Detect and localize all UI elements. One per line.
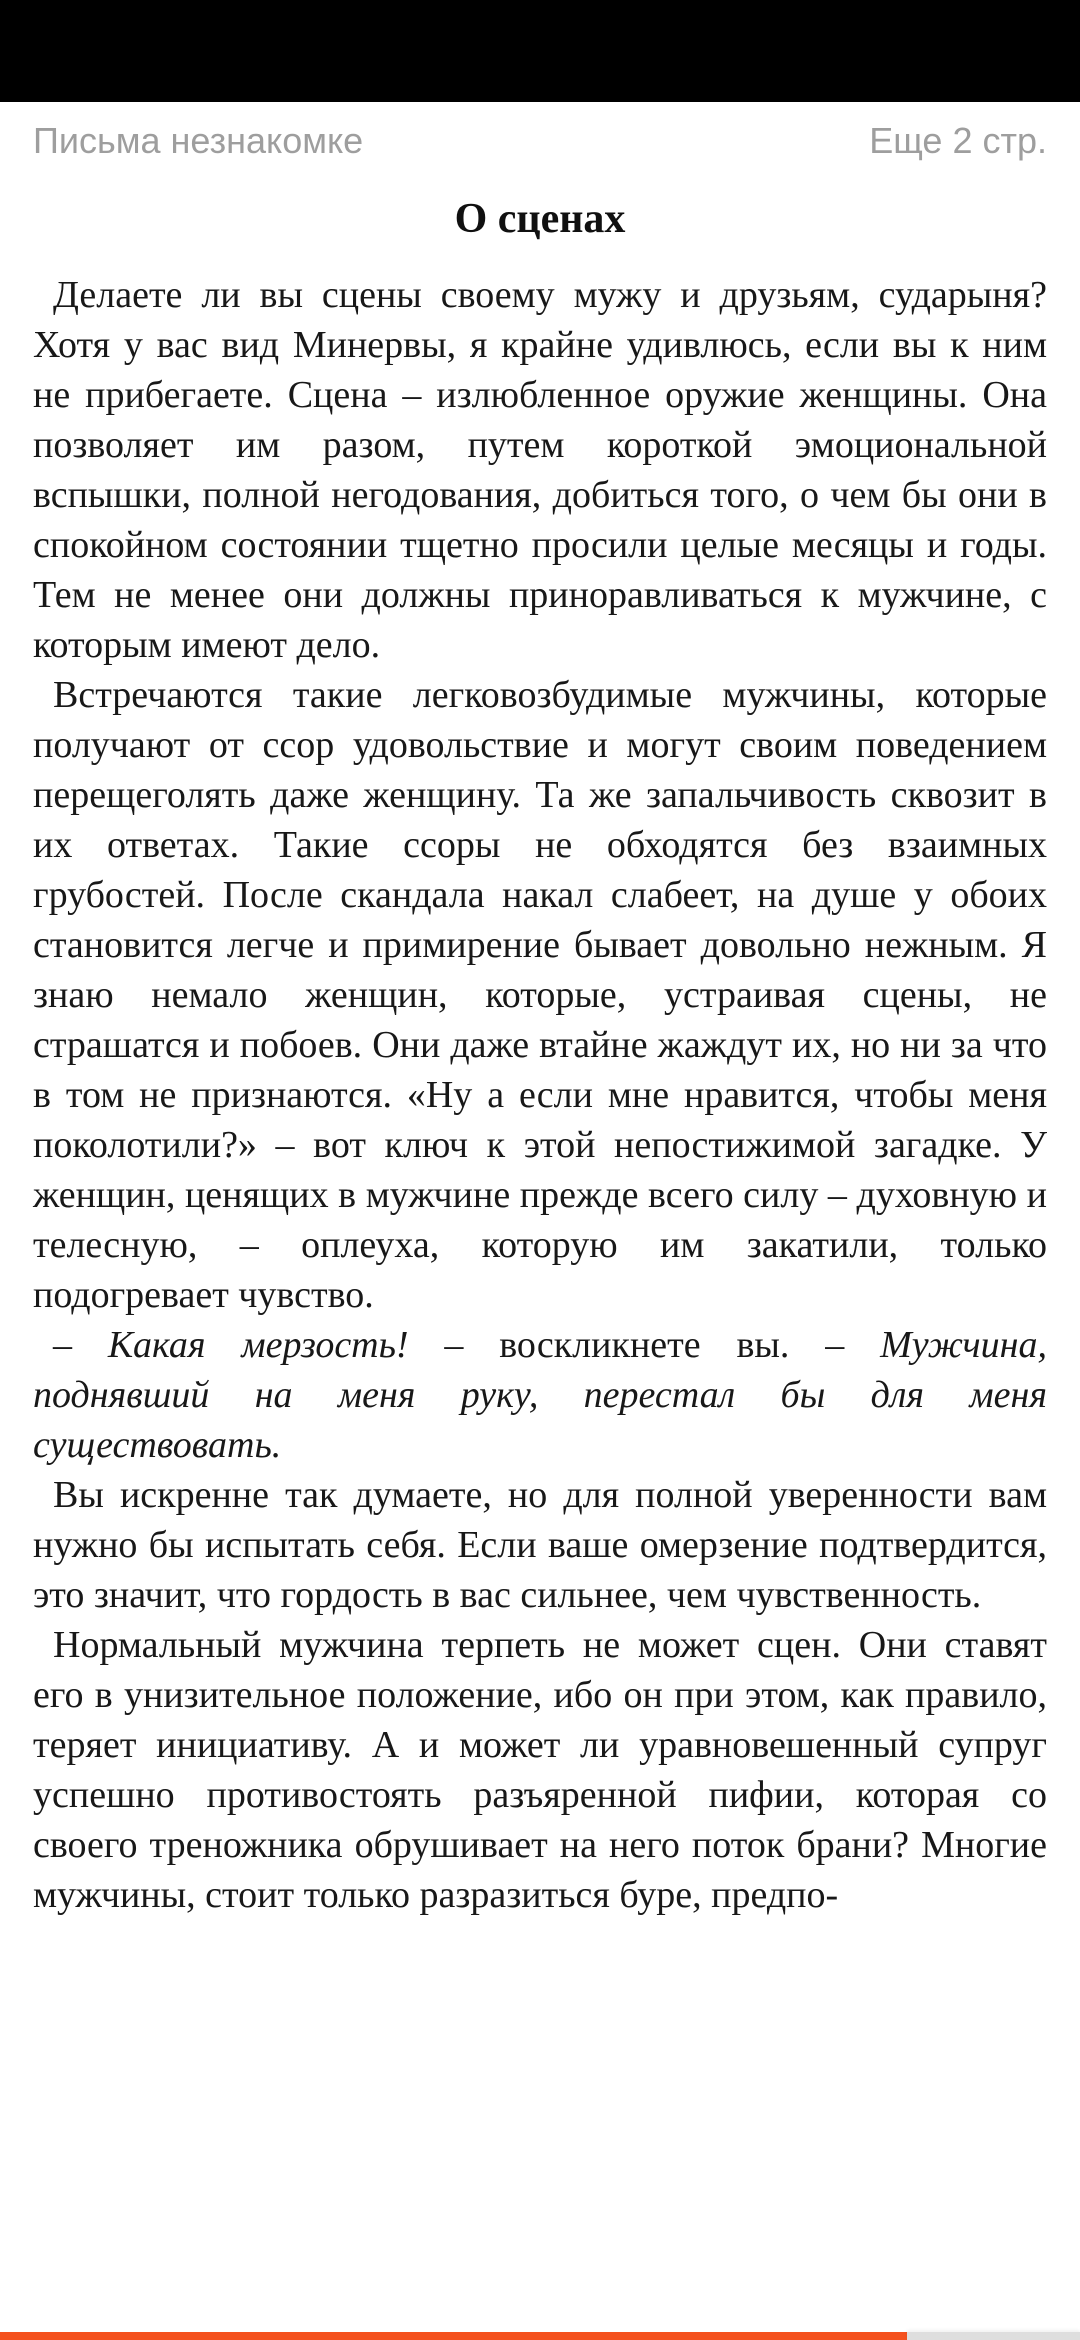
progress-track xyxy=(907,2332,1080,2340)
status-bar xyxy=(0,0,1080,102)
paragraph: – Какая мерзость! – воскликнете вы. – Мужчина, поднявший на меня руку, перестал бы для меня существовать. xyxy=(33,1324,1047,1466)
paragraph: Нормальный мужчина терпеть не может сцен. Они ставят его в унизительное положение, ибо он при этом, как правило, теряет инициативу. А и может ли уравновешенный супруг успешно противостоять разъяренной пифии, которая со своего треножника обрушивает на него поток брани? Многие мужчины, стоит только разразиться буре, предпо- xyxy=(33,1624,1047,1916)
reader-header xyxy=(0,102,1080,162)
paragraph: Вы искренне так думаете, но для полной уверенности вам нужно бы испытать себя. Если ваше омерзение подтвердится, это значит, что гордость в вас сильнее, чем чувственность. xyxy=(33,1474,1047,1616)
pages-left-label: Еще 2 стр. xyxy=(869,120,1047,161)
book-title-label: Письма незнакомке xyxy=(33,120,364,161)
chapter-title: О сценах xyxy=(454,196,626,242)
paragraph: Встречаются такие легковозбудимые мужчины, которые получают от ссор удовольствие и могут своим поведением перещеголять даже женщину. Та же запальчивость сквозит в их ответах. Такие ссоры не обходятся без взаимных грубостей. После скандала накал слабеет, на душе у обоих становится легче и примирение бывает довольно нежным. Я знаю немало женщин, которые, устраивая сцены, не страшатся и побоев. Они даже втайне жаждут их, но ни за что в том не признаются. «Ну а если мне нравится, чтобы меня поколотили?» – вот ключ к этой непостижимой загадке. У женщин, ценящих в мужчине прежде всего силу – духовную и телесную, – оплеуха, которую им закатили, только подогревает чувство. xyxy=(33,674,1047,1316)
paragraph: Делаете ли вы сцены своему мужу и друзьям, сударыня? Хотя у вас вид Минервы, я крайне удивлюсь, если вы к ним не прибегаете. Сцена – излюбленное оружие женщины. Она позволяет им разом, путем короткой эмоциональной вспышки, полной негодования, добиться того, о чем бы они в спокойном состоянии тщетно просили целые месяцы и годы. Тем не менее они должны приноравливаться к мужчине, с которым имеют дело. xyxy=(33,274,1047,666)
reading-progress-bar xyxy=(0,2332,1080,2340)
page-tap-area[interactable] xyxy=(0,196,1080,1920)
progress-fill xyxy=(0,2332,907,2340)
page-text xyxy=(33,270,1047,1920)
